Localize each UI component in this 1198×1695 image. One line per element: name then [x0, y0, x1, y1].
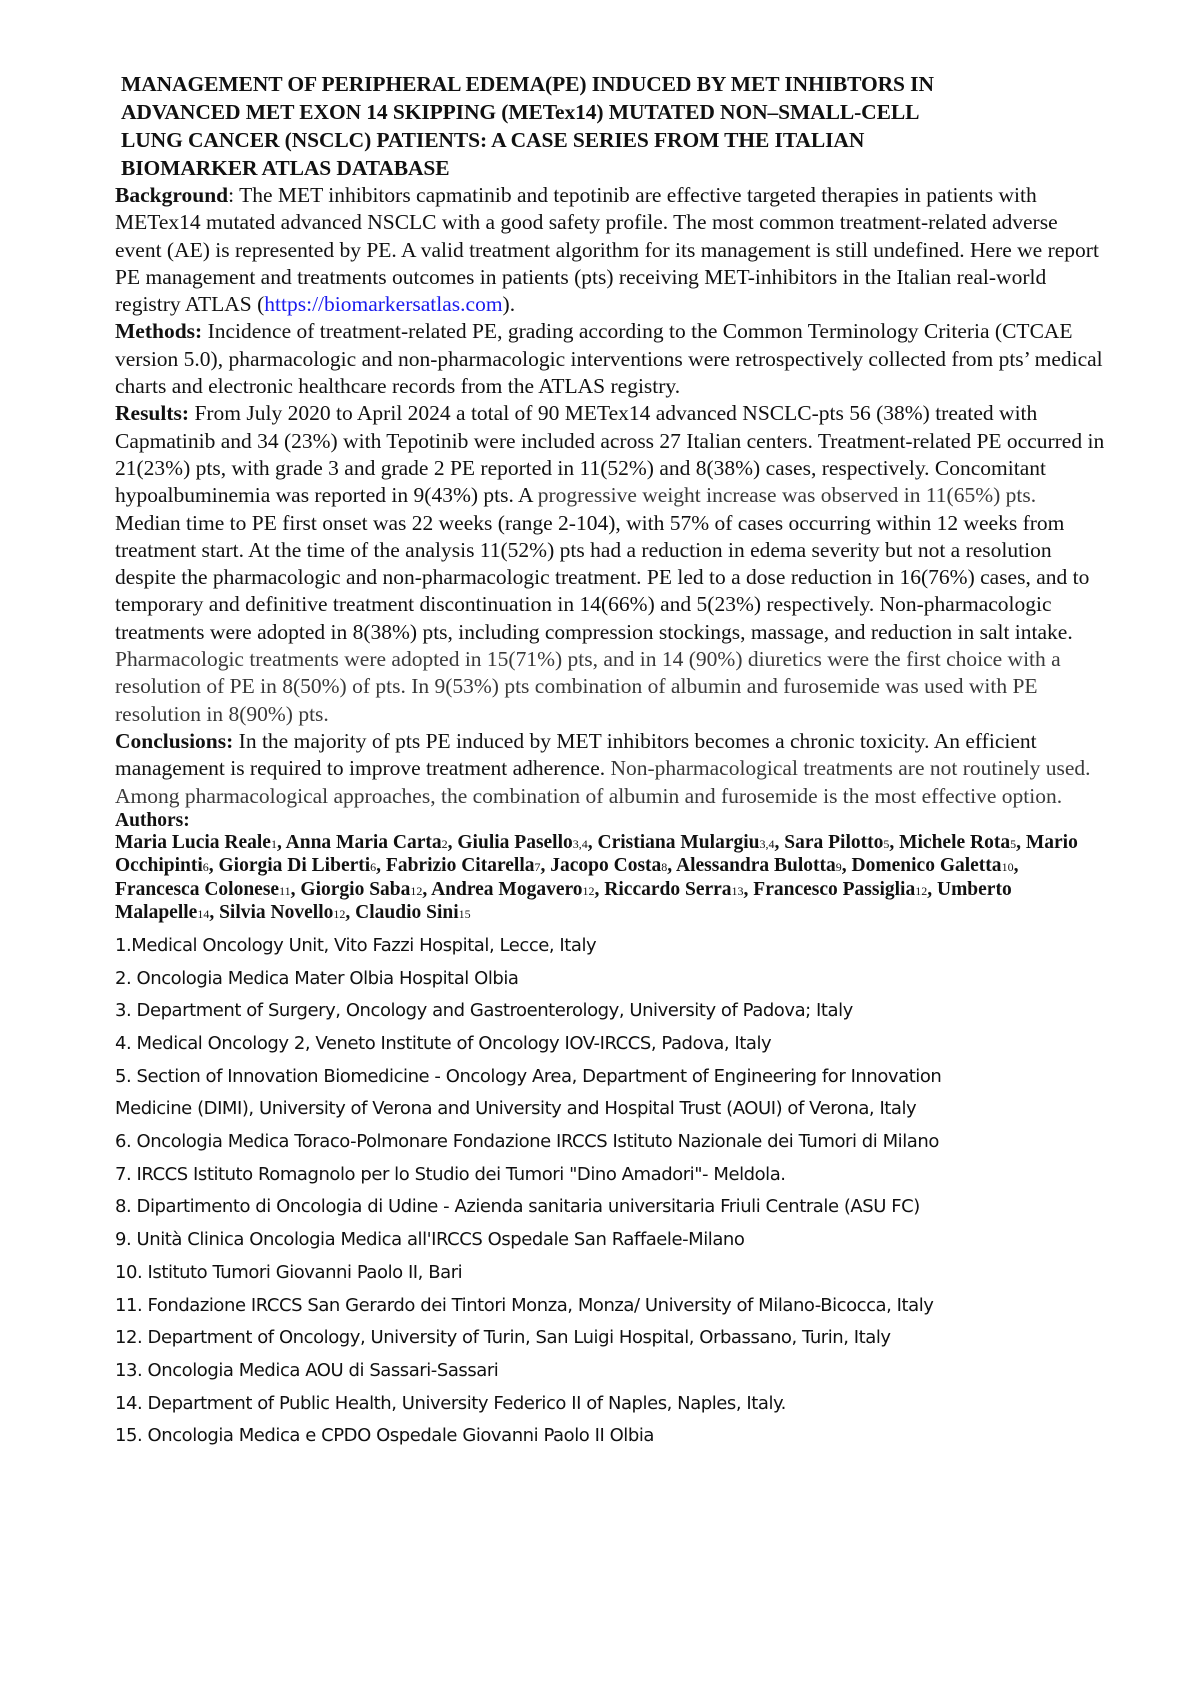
author-affiliation-number: 12 — [582, 883, 595, 898]
author-affiliation-number: 3,4 — [572, 836, 588, 851]
affiliation-item: 1.Medical Oncology Unit, Vito Fazzi Hospital, Lecce, Italy — [115, 934, 597, 956]
author-affiliation-number: 13 — [731, 883, 744, 898]
author-affiliation-number: 12 — [915, 883, 928, 898]
author-name: Andrea Mogavero — [431, 878, 583, 900]
author-affiliation-number: 5 — [1010, 836, 1017, 851]
abstract-title — [115, 70, 1105, 182]
author-name: Domenico Galetta — [851, 855, 1002, 877]
affiliation-item: 3. Department of Surgery, Oncology and Gastroenterology, University of Padova; Italy — [115, 1000, 853, 1022]
author-affiliation-number: 12 — [410, 883, 423, 898]
affiliation-item: 13. Oncologia Medica AOU di Sassari-Sassari — [115, 1359, 499, 1381]
abstract-page — [115, 70, 1105, 1453]
results-text-2: progressive weight increase was observed in 11(65%) pts. — [537, 483, 1037, 508]
author-name: Giorgio Saba — [300, 878, 411, 900]
background-text: The MET inhibitors capmatinib and tepotinib are effective targeted therapies in patients with METex14 mutated advanced NSCLC with a good safety profile. The most common treatment-related adverse event (AE) is represented by PE. A valid treatment algorithm for its management is still undefined. Here we report PE management and treatments outcomes in patients (pts) receiving MET-inhibitors in the Italian real-world registry ATLAS ( — [115, 183, 1099, 317]
conclusions-text-1: In the majority of pts PE induced by MET inhibitors becomes a chronic toxicity. An efficient management is required to improve treatment adherence. — [115, 728, 1037, 781]
affiliation-item: Medicine (DIMI), University of Verona and University and Hospital Trust (AOUI) of Verona, Italy — [115, 1098, 917, 1120]
affiliation-item: 11. Fondazione IRCCS San Gerardo dei Tintori Monza, Monza/ University of Milano-Bicocca, Italy — [115, 1294, 934, 1316]
background-after-link: ). — [502, 292, 516, 317]
author-affiliation-number: 3,4 — [759, 836, 775, 851]
author-name: Giulia Pasello — [457, 831, 573, 853]
affiliation-item: 14. Department of Public Health, University Federico II of Naples, Naples, Italy. — [115, 1392, 786, 1414]
author-affiliation-number: 6 — [202, 860, 209, 875]
author-affiliation-number: 5 — [883, 836, 890, 851]
authors-heading: Authors: — [115, 809, 190, 831]
author-name: Francesco Passiglia — [753, 878, 916, 900]
background-sep: : — [228, 183, 240, 207]
author-name: Anna Maria Carta — [285, 831, 442, 853]
authors-list: Maria Lucia Reale1, Anna Maria Carta2, Giulia Pasello3,4, Cristiana Mulargiu3,4, Sara Pilotto5, Michele Rota5, Mario Occhipinti6, Giorgia Di Liberti6, Fabrizio Citarella7, Jacopo Costa8, Alessandra Bulotta9, Domenico Galetta10, Francesca Colonese11, Giorgio Saba12, Andrea Mogavero12, Riccardo Serra13, Francesco Passiglia12, Umberto Malapelle14, Silvia Novello12, Claudio Sini15 — [115, 831, 1078, 924]
title-line: BIOMARKER ATLAS DATABASE — [121, 156, 450, 180]
author-name: Alessandra Bulotta — [675, 855, 836, 877]
results-section — [115, 400, 1105, 728]
methods-text: Incidence of treatment-related PE, grading according to the Common Terminology Criteria (CTCAE version 5.0), pharmacologic and non-pharmacologic interventions were retrospectively collected from pts’ medical charts and electronic healthcare records from the ATLAS registry. — [115, 319, 1103, 399]
author-affiliation-number: 7 — [534, 860, 541, 875]
affiliation-item: 2. Oncologia Medica Mater Olbia Hospital Olbia — [115, 967, 519, 989]
author-name: Umberto Malapelle — [115, 878, 1012, 924]
affiliation-item: 5. Section of Innovation Biomedicine - Oncology Area, Department of Engineering for Innovation — [115, 1065, 942, 1087]
author-name: Fabrizio Citarella — [385, 855, 535, 877]
author-name: Giorgia Di Liberti — [218, 855, 371, 877]
author-affiliation-number: 11 — [279, 883, 291, 898]
author-name: Maria Lucia Reale — [115, 831, 271, 853]
author-affiliation-number: 9 — [835, 860, 842, 875]
author-affiliation-number: 1 — [270, 836, 277, 851]
affiliations-list — [115, 930, 1105, 1453]
author-name: Francesca Colonese — [115, 878, 280, 900]
conclusions-label: Conclusions: — [115, 728, 234, 753]
affiliation-item: 15. Oncologia Medica e CPDO Ospedale Giovanni Paolo II Olbia — [115, 1425, 654, 1447]
title-line: LUNG CANCER (NSCLC) PATIENTS: A CASE SERIES FROM THE ITALIAN — [121, 128, 865, 152]
author-name: Silvia Novello — [219, 902, 334, 924]
results-label: Results: — [115, 401, 190, 426]
author-name: Sara Pilotto — [784, 831, 884, 853]
author-name: Claudio Sini — [355, 902, 459, 924]
atlas-link[interactable]: https://biomarkersatlas.com — [264, 292, 503, 317]
conclusions-section — [115, 728, 1105, 810]
author-affiliation-number: 14 — [197, 907, 210, 922]
conclusions-text-2: Non-pharmacological treatments are not routinely used. Among pharmacological approaches, the combination of albumin and furosemide is the most effective option. — [115, 756, 1091, 808]
results-text-3: Median time to PE first onset was 22 weeks (range 2-104), with 57% of cases occurring within 12 weeks from treatment start. At the time of the analysis 11(52%) pts had a reduction in edema severity but not a resolution despite the pharmacologic and non-pharmacologic treatment. PE led to a dose reduction in 16(76%) cases, and to temporary and definitive treatment discontinuation in 14(66%) and 5(23%) respectively. Non-pharmacologic treatments were adopted in 8(38%) pts, including compression stockings, massage, and reduction in salt intake. — [115, 510, 1090, 644]
author-name: Mario Occhipinti — [115, 831, 1078, 877]
background-section — [115, 182, 1105, 318]
methods-section — [115, 318, 1105, 400]
author-affiliation-number: 6 — [370, 860, 377, 875]
affiliation-item: 10. Istituto Tumori Giovanni Paolo II, Bari — [115, 1261, 463, 1283]
author-affiliation-number: 15 — [458, 907, 471, 922]
author-name: Riccardo Serra — [604, 878, 732, 900]
results-text-4: Pharmacologic treatments were adopted in 15(71%) pts, and in 14 (90%) diuretics were the first choice with a resolution of PE in 8(50%) of pts. In 9(53%) pts combination of albumin and furosemide was used with PE resolution in 8(90%) pts. — [115, 647, 1061, 726]
author-name: Michele Rota — [899, 831, 1011, 853]
affiliation-item: 9. Unità Clinica Oncologia Medica all'IRCCS Ospedale San Raffaele-Milano — [115, 1229, 745, 1251]
author-name: Jacopo Costa — [550, 855, 662, 877]
affiliation-item: 12. Department of Oncology, University of Turin, San Luigi Hospital, Orbassano, Turin, Italy — [115, 1327, 891, 1349]
affiliation-item: 8. Dipartimento di Oncologia di Udine - Azienda sanitaria universitaria Friuli Centrale (ASU FC) — [115, 1196, 920, 1218]
author-name: Cristiana Mulargiu — [597, 831, 760, 853]
methods-label: Methods: — [115, 319, 203, 344]
affiliation-item: 7. IRCCS Istituto Romagnolo per lo Studio dei Tumori "Dino Amadori"- Meldola. — [115, 1163, 786, 1185]
results-text-1: From July 2020 to April 2024 a total of 90 METex14 advanced NSCLC-pts 56 (38%) treated with Capmatinib and 34 (23%) with Tepotinib were included across 27 Italian centers. Treatment-related PE occurred in 21(23%) pts, with grade 3 and grade 2 PE reported in 11(52%) and 8(38%) cases, respectively. Concomitant hypoalbuminemia was reported in 9(43%) pts. A — [115, 401, 1105, 508]
affiliation-item: 6. Oncologia Medica Toraco-Polmonare Fondazione IRCCS Istituto Nazionale dei Tumori di Milano — [115, 1131, 939, 1153]
background-label: Background — [115, 183, 229, 207]
author-affiliation-number: 12 — [333, 907, 346, 922]
author-affiliation-number: 10 — [1001, 860, 1014, 875]
author-affiliation-number: 2 — [441, 836, 448, 851]
title-line: MANAGEMENT OF PERIPHERAL EDEMA(PE) INDUCED BY MET INHIBTORS IN — [121, 72, 934, 96]
affiliation-item: 4. Medical Oncology 2, Veneto Institute of Oncology IOV-IRCCS, Padova, Italy — [115, 1032, 772, 1054]
title-line: ADVANCED MET EXON 14 SKIPPING (METex14) MUTATED NON–SMALL-CELL — [121, 100, 920, 124]
author-affiliation-number: 8 — [661, 860, 668, 875]
